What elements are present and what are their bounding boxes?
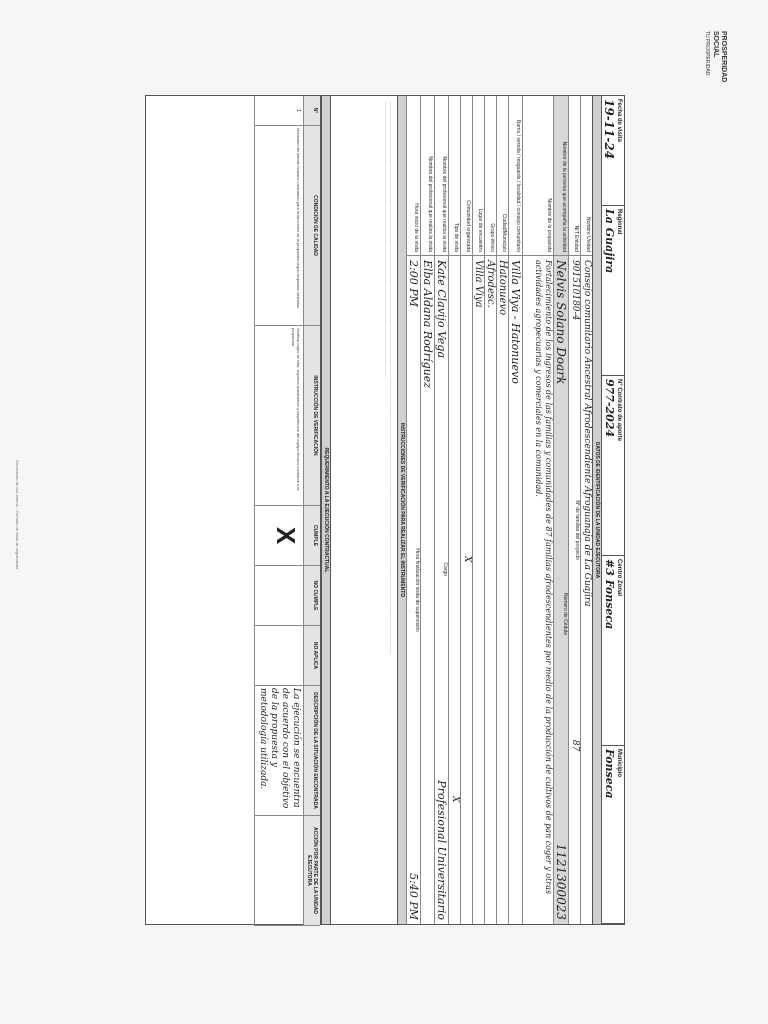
fecha-value: 19-11-24 <box>602 99 616 160</box>
regional-value: La Guajira <box>603 209 616 274</box>
hora-label: Hora inicio de la visita <box>407 96 420 256</box>
regional-label: Regional <box>616 209 622 235</box>
contrato-value: 977-2024 <box>603 379 616 438</box>
instrucciones-section: INSTRUCCIONES DE VERIFICACIÓN PARA REALIZAR EL INSTRUMENTO <box>397 96 406 924</box>
row-instruccion: Verificar hojas de vida, soportes académicos y experiencia del equipo técnico conforme a la propuesta. <box>254 326 303 506</box>
contratista-value: Elba Aldana Rodríguez <box>421 260 434 388</box>
grupo-value: Afrodesc. <box>485 260 496 308</box>
cedula-label: Número de Cédula <box>562 592 568 635</box>
logo-line-3: TU PROSPERIDAD <box>704 31 710 76</box>
comunidad-value: X <box>462 556 472 563</box>
row-persona <box>553 96 568 924</box>
familias-label: N° de familias del proyecto <box>574 500 580 560</box>
municipio-cell <box>602 746 624 924</box>
lugar-label: Lugar de encuentro <box>473 96 484 256</box>
supervisor-value: Kate Clavijo Vega <box>435 260 448 359</box>
th-cumple: CUMPLE <box>303 506 320 566</box>
nit-value: 901510180-4 <box>570 260 580 321</box>
ciudad-label: Ciudad/Municipio <box>497 96 508 256</box>
centro-label: Centro Zonal <box>616 559 622 596</box>
row-supervisor <box>434 96 448 924</box>
visit-form <box>145 95 625 925</box>
row-propuesta <box>522 96 553 924</box>
supervisor-label: Nombre del profesional que realiza la visita <box>435 96 448 256</box>
tipo-value: X <box>450 796 460 803</box>
cargo-label: Cargo <box>442 562 448 576</box>
ciudad-value: Hatonuevo <box>497 260 508 316</box>
th-instruccion: INSTRUCCIÓN DE VERIFICACIÓN <box>303 326 320 506</box>
comunidad-label: Comunidad organizada <box>461 96 472 256</box>
contrato-label: N° Contrato de aporte <box>616 379 622 442</box>
row-num: 1 <box>254 96 303 126</box>
form-header <box>601 96 624 924</box>
persona-label: Nombre de la persona que acompaña la actividad <box>554 96 568 256</box>
centro-cell <box>602 556 624 746</box>
row-nit <box>568 96 580 924</box>
tipo-label: Tipo de visita <box>449 96 460 256</box>
th-descripcion: DESCRIPCIÓN DE LA SITUACIÓN ENCONTRADA <box>303 686 320 816</box>
municipio-label: Municipio <box>616 749 622 777</box>
row-hora <box>406 96 420 924</box>
propuesta-label: Nombre de la propuesta <box>523 96 553 256</box>
th-num: N° <box>303 96 320 126</box>
th-condicion: CONDICIÓN DE CALIDAD <box>303 126 320 326</box>
grupo-label: Grupo étnico <box>485 96 496 256</box>
row-condicion: Idoneidad del talento humano contratado para la ejecución de la propuesta según requisitos definidos. <box>254 126 303 326</box>
th-accion: ACCIÓN POR PARTE DE LA UNIDAD EJECUTORA <box>303 816 320 926</box>
hora-fin-value: 5:40 PM <box>407 873 420 920</box>
propuesta-value: Fortalecimiento de los ingresos de las familias y comunidades de 87 familias afrodescendientes por medio de la producción de cultivos de pan coger y otras actividades agropecuarias y comerciales en la comunidad. <box>534 260 553 895</box>
supervisor-cell <box>435 256 448 924</box>
row-accion <box>254 816 303 926</box>
row-contratista <box>420 96 434 924</box>
regional-cell <box>602 206 624 376</box>
barrio-value: Villa Viya - Hatonuevo <box>509 260 522 384</box>
th-no-aplica: NO APLICA <box>303 626 320 686</box>
no-aplica-cell <box>254 626 303 686</box>
row-grupo <box>484 96 496 924</box>
verification-table <box>254 96 321 924</box>
row-barrio <box>508 96 522 924</box>
fecha-label: Fecha de visita <box>616 99 622 143</box>
hora-cell <box>407 256 420 924</box>
cedula-value: 1121300023 <box>554 843 568 920</box>
cargo-value: Profesional Universitario <box>435 780 448 920</box>
no-cumple-cell <box>254 566 303 626</box>
nit-cell <box>569 256 580 924</box>
logo-line-1: PROSPERIDAD <box>720 31 727 83</box>
hora-fin-label: Hora finalización visita de supervisión <box>414 548 420 632</box>
municipio-value: Fonseca <box>603 749 616 799</box>
nombre-unidad-value: Consejo comunitario Ancestral Afrodescendiente Afroguanaja de La Guajira <box>582 260 592 607</box>
cumple-mark: X <box>254 506 303 566</box>
contrato-cell <box>602 376 624 556</box>
prosperidad-logo <box>685 31 727 91</box>
fecha-cell <box>602 96 624 206</box>
row-lugar <box>472 96 484 924</box>
row-nombre-unidad <box>580 96 592 924</box>
logo-line-2: SOCIAL <box>712 31 719 58</box>
row-ciudad <box>496 96 508 924</box>
familias-value: 87 <box>570 739 580 752</box>
row-comunidad <box>460 96 472 924</box>
contratista-label: Nombre del profesional que realiza la visita <box>421 96 434 256</box>
centro-value: #3 Fonseca <box>603 559 616 630</box>
nombre-unidad-label: Nombre Unidad <box>581 96 592 256</box>
row-descripcion: La ejecución se encuentra de acuerdo con el objetivo de la propuesta y metodología utilizada. <box>254 686 303 816</box>
persona-cell <box>554 256 568 924</box>
instrucciones-text: ........................................................................................................................................................................................................................................................ ........................................................................................................................................................................................................................................................ ........................................................................................................................................................................................................................................................ <box>330 96 397 924</box>
nit-label: NIT Entidad <box>569 96 580 256</box>
th-no-cumple: NO CUMPLE <box>303 566 320 626</box>
hora-value: 2:00 PM <box>407 260 420 307</box>
lugar-value: Villa Viya <box>473 260 484 308</box>
requerimiento-section: REQUERIMIENTO A LA EJECUCIÓN CONTRACTUAL <box>321 96 330 924</box>
identificacion-section: DATOS DE IDENTIFICACIÓN DE LA UNIDAD EJECUTORA <box>592 96 601 924</box>
footer-note: Documento de uso interno - Formato de visita de seguimiento <box>15 460 20 570</box>
persona-value: Nelvis Solano Doark <box>554 260 568 385</box>
barrio-label: Barrio / vereda / resguardo / localidad / consejo comunitario <box>509 96 522 256</box>
row-tipo <box>448 96 460 924</box>
